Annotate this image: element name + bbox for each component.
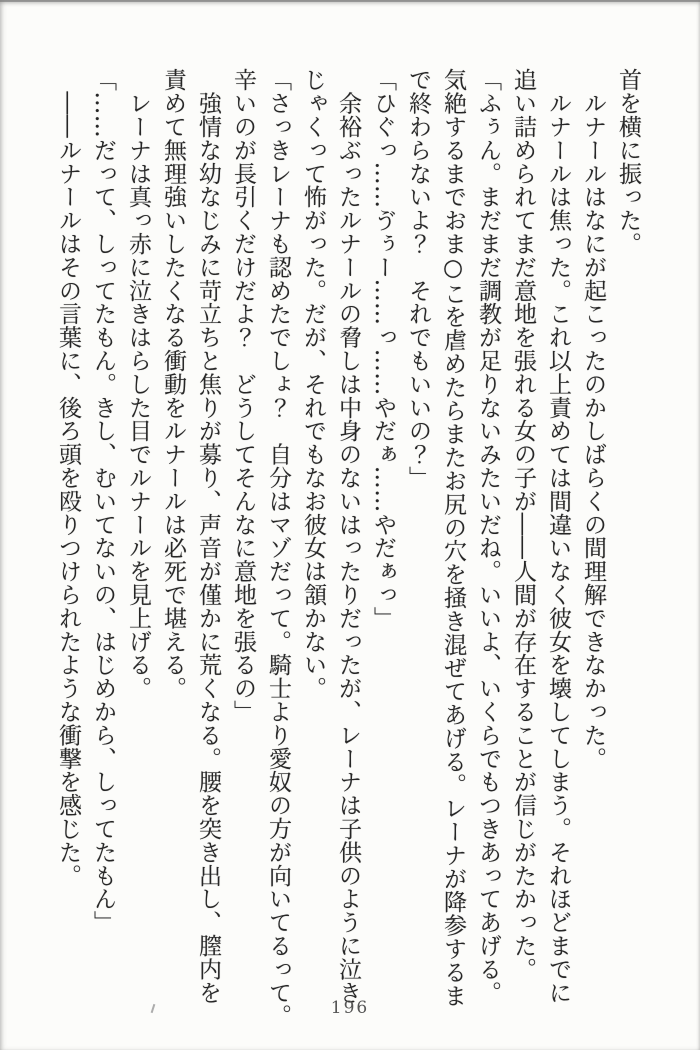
text-line: ルナールはなにが起こったのかしばらくの間理解できなかった。 bbox=[580, 68, 606, 770]
scan-edge-shadow bbox=[0, 0, 700, 2]
text-line: 強情な幼なじみに苛立ちと焦りが募り、声音が僅かに荒くなる。腰を突き出し、膣内を bbox=[195, 68, 221, 1004]
text-line: 「……だって、しってたもん。きし、むいてないの、はじめから、しってたもん」 bbox=[90, 68, 116, 934]
text-line: 辛いのが長引くだけだよ？ どうしてそんなに意地を張るの」 bbox=[230, 68, 256, 724]
text-line: 首を横に振った。 bbox=[615, 68, 641, 256]
text-line: 「ふぅん。まだまだ調教が足りないみたいだね。いいよ、いくらでもつきあってあげる。 bbox=[475, 68, 501, 1004]
text-line: 気絶するまでおま○こを虐めたらまたお尻の穴を掻き混ぜてあげる。レーナが降参するま bbox=[440, 68, 466, 1007]
text-line: 「ひぐっ……ゔぅー……っ……やだぁ……やだぁっ」 bbox=[370, 68, 396, 630]
text-line: 「さっきレーナも認めたでしょ？ 自分はマゾだって。騎士より愛奴の方が向いてるって。 bbox=[265, 68, 291, 1028]
text-line: 責めて無理強いしたくなる衝動をルナールは必死で堪える。 bbox=[160, 68, 186, 700]
text-line: 追い詰められてまだ意地を張れる女の子が――人間が存在することが信じがたかった。 bbox=[510, 68, 536, 981]
text-line: ――ルナールはその言葉に、後ろ頭を殴りつけられたような衝撃を感じた。 bbox=[55, 68, 81, 887]
text-line: で終わらないよ？ それでもいいの？」 bbox=[405, 68, 431, 490]
text-line: ルナールは焦った。これ以上責めては間違いなく彼女を壊してしまう。それほどまでに bbox=[545, 68, 571, 1004]
text-line: レーナは真っ赤に泣きはらした目でルナールを見上げる。 bbox=[125, 68, 151, 700]
text-line: 余裕ぶったルナールの脅しは中身のないはったりだったが、レーナは子供のように泣き bbox=[335, 68, 361, 1004]
text-line: じゃくって怖がった。だが、それでもなお彼女は頷かない。 bbox=[300, 68, 326, 700]
page-number: 196 bbox=[330, 998, 370, 1018]
